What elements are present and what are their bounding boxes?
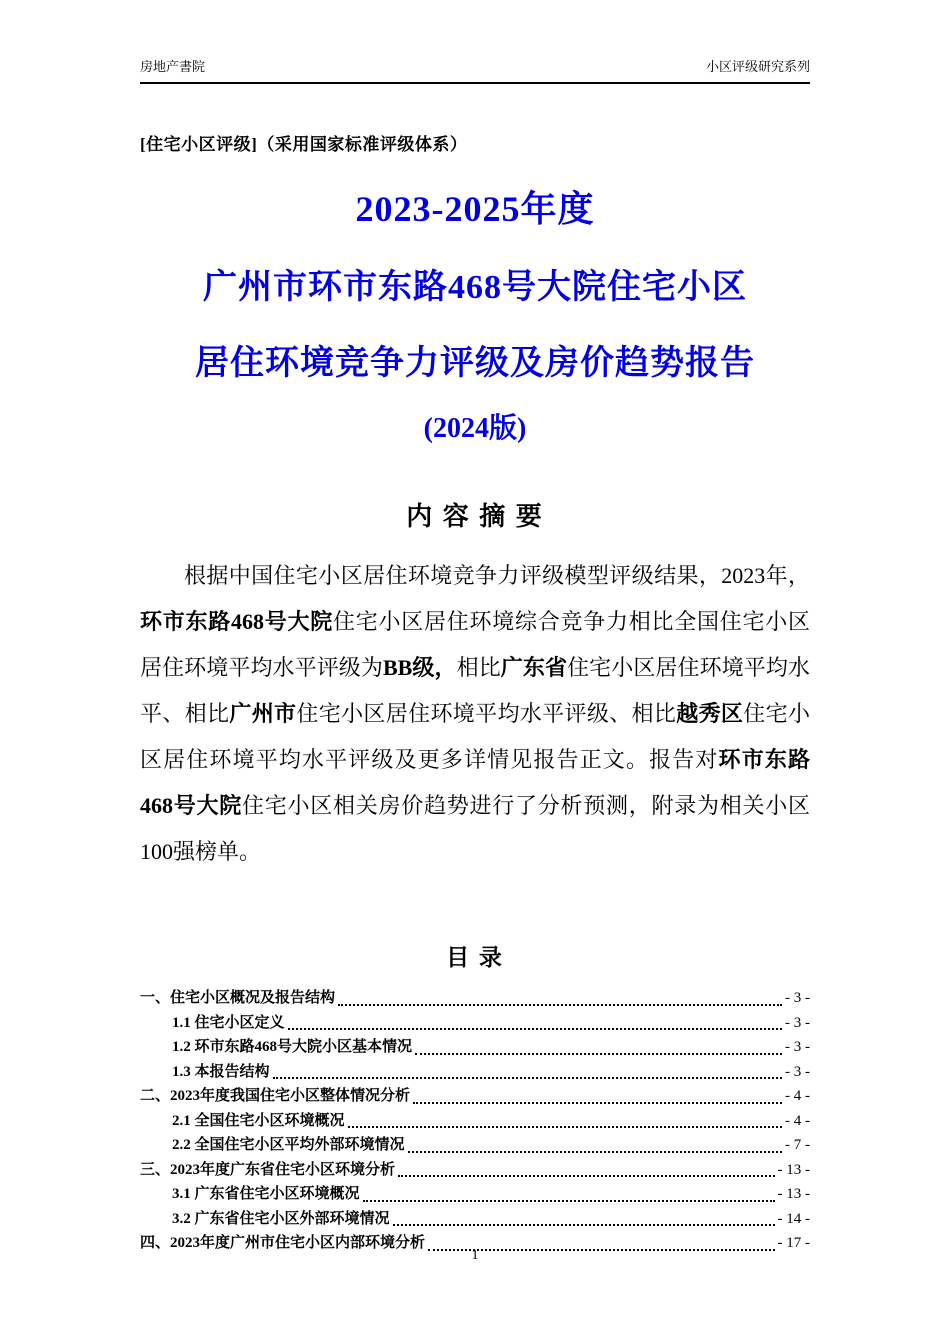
toc-item-page-number: - 7 - bbox=[785, 1137, 810, 1153]
toc-item bbox=[140, 1011, 810, 1036]
toc-dotted-leader bbox=[393, 1224, 775, 1226]
rating-tag-line: [住宅小区评级]（采用国家标准评级体系） bbox=[140, 135, 468, 154]
title-block bbox=[140, 181, 810, 446]
summary-bold-text: 广东省 bbox=[500, 655, 568, 680]
toc-item bbox=[140, 1109, 810, 1134]
toc-item-label: 二、2023年度我国住宅小区整体情况分析 bbox=[140, 1088, 411, 1104]
toc-dotted-leader bbox=[348, 1126, 782, 1128]
toc-item-page-number: - 17 - bbox=[777, 1235, 810, 1251]
toc-item-page-number: - 3 - bbox=[785, 990, 810, 1006]
header-left-text: 房地产書院 bbox=[140, 59, 206, 74]
toc-item bbox=[140, 1035, 810, 1060]
toc-item-label: 1.2 环市东路468号大院小区基本情况 bbox=[172, 1039, 413, 1055]
page-footer bbox=[0, 1248, 950, 1264]
summary-text: 相比 bbox=[456, 655, 501, 680]
toc-item-label: 2.1 全国住宅小区环境概况 bbox=[172, 1112, 345, 1129]
page-number: 1 bbox=[471, 1248, 479, 1263]
summary-bold-text: 越秀区 bbox=[676, 701, 744, 726]
toc-item bbox=[140, 986, 810, 1011]
toc-item bbox=[140, 1158, 810, 1183]
toc-heading: 目 录 bbox=[446, 945, 504, 970]
toc-item-page-number: - 4 - bbox=[785, 1112, 810, 1129]
summary-text: 根据中国住宅小区居住环境竞争力评级模型评级结果，2023年， bbox=[184, 563, 810, 588]
toc-item-label: 1.3 本报告结构 bbox=[172, 1063, 270, 1080]
toc-item-label: 3.1 广东省住宅小区环境概况 bbox=[172, 1186, 360, 1202]
report-title-line-3: 居住环境竞争力评级及房价趋势报告 bbox=[195, 345, 755, 382]
toc-item-label: 一、住宅小区概况及报告结构 bbox=[140, 990, 336, 1006]
toc-item-label: 三、2023年度广东省住宅小区环境分析 bbox=[140, 1161, 396, 1178]
summary-heading: 内 容 摘 要 bbox=[406, 502, 544, 531]
toc-dotted-leader bbox=[415, 1053, 782, 1055]
toc-item-page-number: - 13 - bbox=[777, 1161, 810, 1178]
header-right-text: 小区评级研究系列 bbox=[705, 59, 810, 74]
toc-item bbox=[140, 1133, 810, 1158]
toc-item bbox=[140, 1084, 810, 1109]
summary-text: 住宅小区居住环境平均水平、相比 bbox=[140, 655, 810, 726]
toc-item bbox=[140, 1207, 810, 1232]
toc-item-page-number: - 3 - bbox=[785, 1063, 810, 1080]
summary-text: 住宅小区居住环境平均水平评级、相比 bbox=[296, 701, 677, 726]
toc-dotted-leader bbox=[338, 1004, 782, 1006]
toc-dotted-leader bbox=[273, 1077, 782, 1079]
summary-paragraph bbox=[140, 553, 810, 875]
summary-text: 住宅小区相关房价趋势进行了分析预测，附录为相关小区100强榜单。 bbox=[140, 793, 810, 864]
summary-text: 住宅小区居住环境平均水平评级及更多详情见报告正文。报告对 bbox=[140, 701, 810, 772]
toc-list bbox=[140, 986, 810, 1256]
toc-item-page-number: - 4 - bbox=[785, 1088, 810, 1104]
toc-item-page-number: - 13 - bbox=[777, 1186, 810, 1202]
toc-dotted-leader bbox=[288, 1028, 782, 1030]
report-title-line-1: 2023-2025年度 bbox=[355, 189, 595, 229]
summary-bold-text: 环市东路468号大院 bbox=[140, 609, 333, 634]
summary-bold-text: 广州市 bbox=[229, 701, 297, 726]
summary-bold-text: 环市东路468号大院 bbox=[140, 747, 810, 818]
toc-dotted-leader bbox=[398, 1175, 774, 1177]
toc-item-page-number: - 3 - bbox=[785, 1014, 810, 1031]
toc-item-label: 2.2 全国住宅小区平均外部环境情况 bbox=[172, 1137, 405, 1153]
toc-item-label: 四、2023年度广州市住宅小区内部环境分析 bbox=[140, 1235, 426, 1251]
toc-dotted-leader bbox=[363, 1200, 775, 1202]
summary-bold-text: BB级， bbox=[382, 655, 457, 680]
toc-item-page-number: - 3 - bbox=[785, 1039, 810, 1055]
toc-item-page-number: - 14 - bbox=[777, 1210, 810, 1227]
toc-item-label: 3.2 广东省住宅小区外部环境情况 bbox=[172, 1210, 390, 1227]
summary-text: 住宅小区居住环境综合竞争力相比全国住宅小区居住环境平均水平评级为 bbox=[140, 609, 810, 680]
toc-item bbox=[140, 1182, 810, 1207]
toc-item bbox=[140, 1060, 810, 1085]
toc-item-label: 1.1 住宅小区定义 bbox=[172, 1014, 285, 1031]
toc-dotted-leader bbox=[413, 1102, 782, 1104]
report-title-edition: (2024版) bbox=[423, 413, 527, 444]
page-header bbox=[140, 56, 810, 84]
report-title-line-2: 广州市环市东路468号大院住宅小区 bbox=[203, 269, 747, 306]
toc-dotted-leader bbox=[408, 1151, 782, 1153]
